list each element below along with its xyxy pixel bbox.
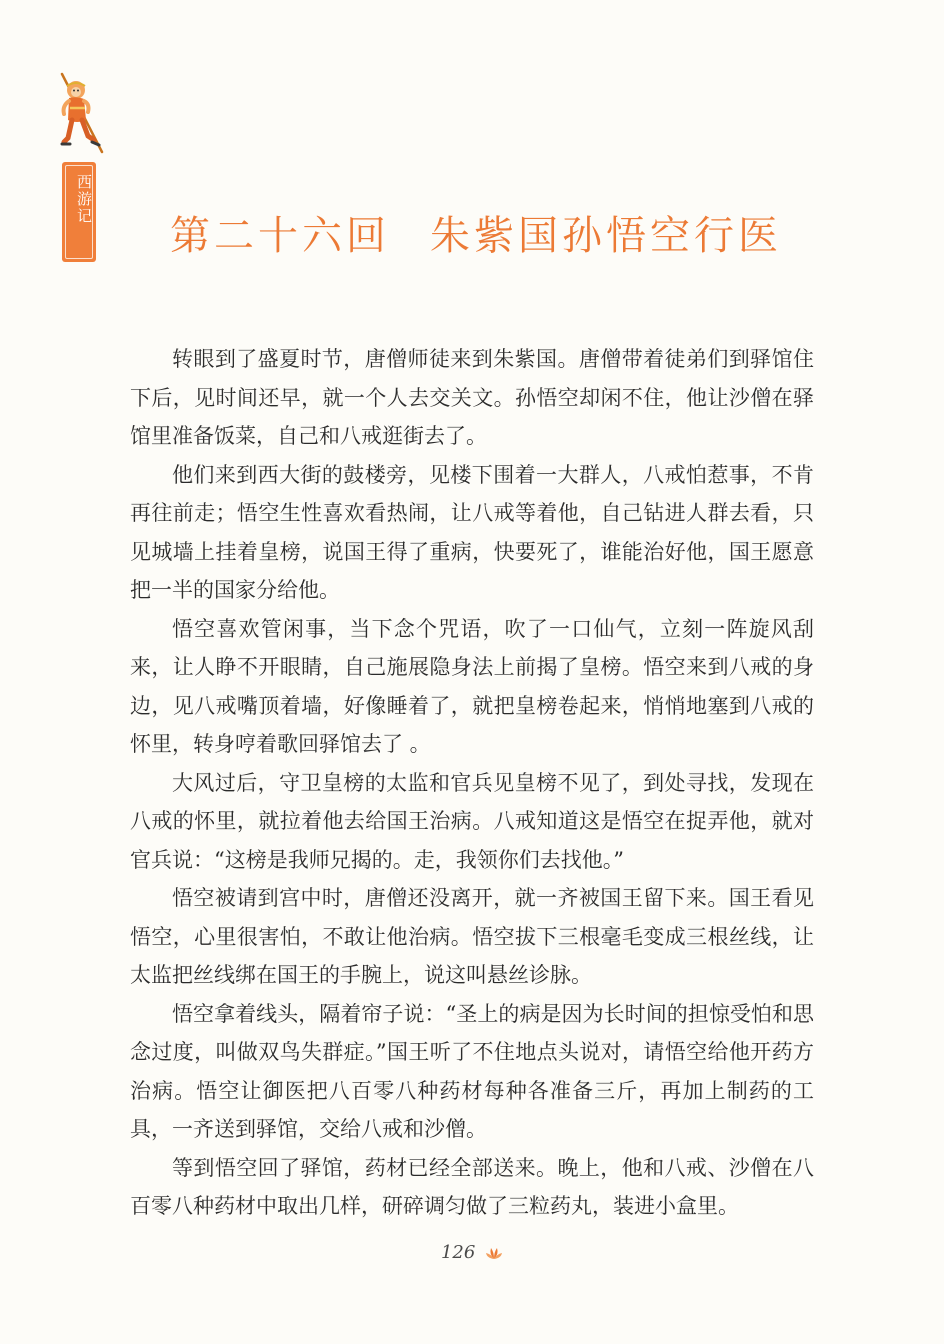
paragraph: 等到悟空回了驿馆，药材已经全部送来。晚上，他和八戒、沙僧在八百零八种药材中取出几样，研碎调匀做了三粒药丸，装进小盒里。 — [130, 1155, 814, 1218]
chapter-body — [130, 340, 814, 1226]
paragraph: 转眼到了盛夏时节，唐僧师徒来到朱紫国。唐僧带着徒弟们到驿馆住下后，见时间还早，就一个人去交关文。孙悟空却闲不住，他让沙僧在驿馆里准备饭菜，自己和八戒逛街去了。 — [130, 347, 814, 448]
monkey-king-illustration — [52, 68, 110, 154]
book-title-label: 西游记 — [75, 174, 93, 225]
paragraph: 大风过后，守卫皇榜的太监和官兵见皇榜不见了，到处寻找，发现在八戒的怀里，就拉着他去给国王治病。八戒知道这是悟空在捉弄他，就对官兵说：“这榜是我师兄揭的。走，我领你们去找他。” — [130, 770, 814, 872]
chapter-number: 第二十六回 — [170, 213, 390, 259]
paragraph: 悟空被请到宫中时，唐僧还没离开，就一齐被国王留下来。国王看见悟空，心里很害怕，不敢让他治病。悟空拔下三根毫毛变成三根丝线，让太监把丝线绑在国王的手腕上，说这叫悬丝诊脉。 — [130, 886, 814, 987]
page-footer — [0, 1242, 944, 1263]
chapter-title: 朱紫国孙悟空行医 — [430, 213, 782, 259]
paragraph: 悟空喜欢管闲事，当下念个咒语，吹了一口仙气，立刻一阵旋风刮来，让人睁不开眼睛，自己施展隐身法上前揭了皇榜。悟空来到八戒的身边，见八戒嘴顶着墙，好像睡着了，就把皇榜卷起来，悄悄地塞到八戒的怀里，转身哼着歌回驿馆去了 。 — [130, 616, 814, 756]
paragraph: 他们来到西大街的鼓楼旁，见楼下围着一大群人，八戒怕惹事，不肯再往前走；悟空生性喜欢看热闹，让八戒等着他，自己钻进人群去看，只见城墙上挂着皇榜，说国王得了重病，快要死了，谁能治好他，国王愿意把一半的国家分给他。 — [130, 462, 814, 602]
leaf-icon — [485, 1246, 503, 1260]
paragraph: 悟空拿着线头，隔着帘子说：“圣上的病是因为长时间的担惊受怕和思念过度，叫做双鸟失群症。”国王听了不住地点头说对，请悟空给他开药方治病。悟空让御医把八百零八种药材每种各准备三斤，再加上制药的工具，一齐送到驿馆，交给八戒和沙僧。 — [130, 1001, 814, 1141]
page-number: 126 — [440, 1242, 476, 1263]
chapter-heading — [0, 210, 944, 262]
